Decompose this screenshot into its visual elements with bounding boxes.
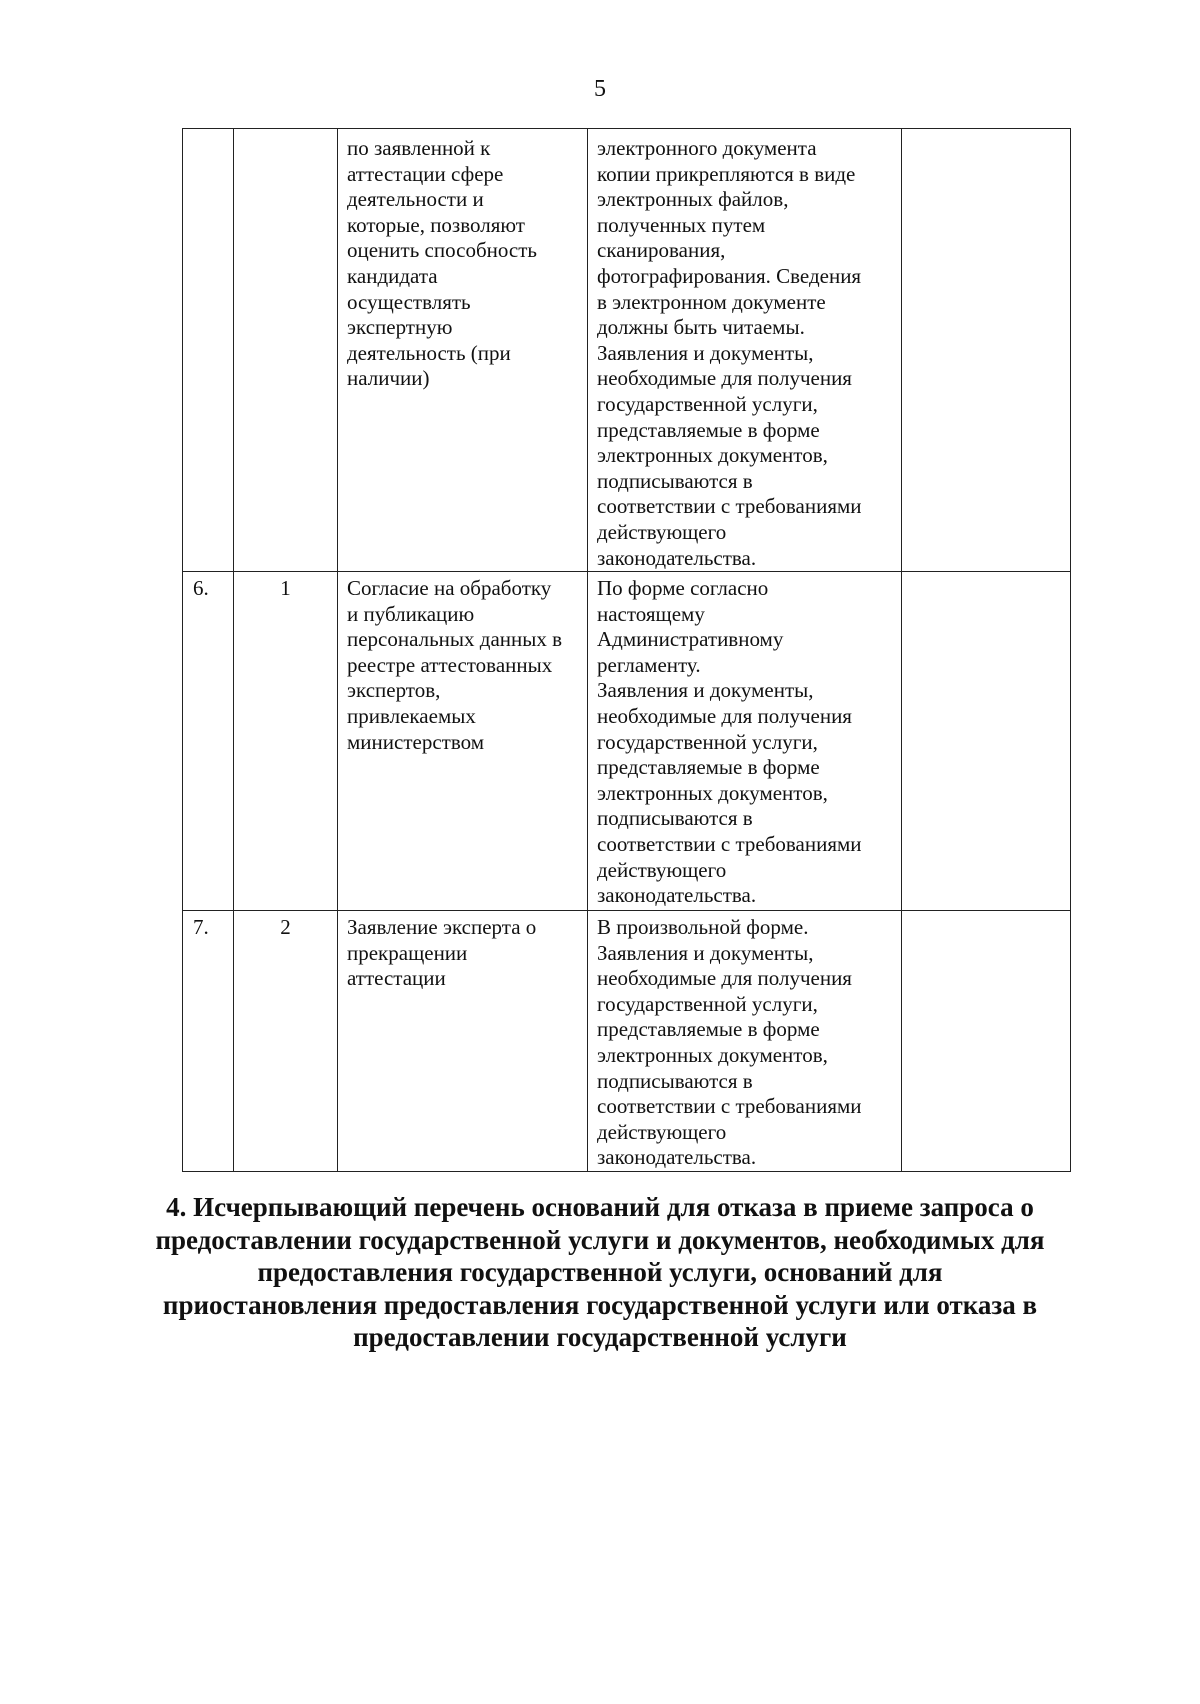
requirements-line: представляемые в форме bbox=[597, 417, 820, 442]
page-number: 5 bbox=[594, 76, 606, 102]
requirements-line: Административному bbox=[597, 627, 784, 652]
documents-table bbox=[182, 128, 1071, 1172]
document-name-line: кандидата bbox=[347, 263, 438, 288]
document-name-line: экспертов, bbox=[347, 678, 441, 703]
document-name-line: прекращении bbox=[347, 940, 468, 965]
document-name-line: привлекаемых bbox=[347, 704, 476, 729]
requirements-line: электронного документа bbox=[597, 136, 817, 160]
requirements-line: законодательства. bbox=[597, 545, 757, 570]
requirements-line: государственной услуги, bbox=[597, 391, 818, 416]
document-name-line: по заявленной к bbox=[347, 136, 491, 160]
requirements-line: представляемые в форме bbox=[597, 755, 820, 780]
requirements-line: государственной услуги, bbox=[597, 729, 818, 754]
requirements-cell bbox=[588, 911, 902, 1172]
requirements-line: законодательства. bbox=[597, 883, 757, 908]
requirements-line: соответствии с требованиями bbox=[597, 494, 862, 519]
requirements-line: сканирования, bbox=[597, 238, 726, 263]
document-name-line: аттестации сфере bbox=[347, 161, 504, 186]
document-name-line: экспертную bbox=[347, 315, 453, 340]
requirements-line: В произвольной форме. bbox=[597, 915, 809, 940]
document-name-line: реестре аттестованных bbox=[347, 652, 553, 677]
section-heading bbox=[150, 1191, 1050, 1354]
row-number-cell: 7. bbox=[183, 911, 234, 1172]
requirements-line: государственной услуги, bbox=[597, 991, 818, 1016]
document-number-cell: 2 bbox=[234, 911, 338, 1172]
requirements-line: действующего bbox=[597, 857, 727, 882]
document-name-line: наличии) bbox=[347, 366, 430, 391]
document-name-cell bbox=[338, 572, 588, 911]
document-name-cell bbox=[338, 129, 588, 572]
note-cell bbox=[902, 911, 1071, 1172]
requirements-line: представляемые в форме bbox=[597, 1017, 820, 1042]
requirements-line: подписываются в bbox=[597, 1068, 753, 1093]
document-name-line: персональных данных в bbox=[347, 627, 563, 652]
document-name-line: аттестации bbox=[347, 966, 446, 991]
requirements-line: законодательства. bbox=[597, 1145, 757, 1170]
requirements-cell bbox=[588, 572, 902, 911]
section-heading-line: предоставлении государственной услуги bbox=[353, 1322, 847, 1352]
note-cell bbox=[902, 572, 1071, 911]
document-name-line: и публикацию bbox=[347, 601, 475, 626]
requirements-line: необходимые для получения bbox=[597, 966, 852, 991]
requirements-line: электронных документов, bbox=[597, 780, 828, 805]
requirements-line: соответствии с требованиями bbox=[597, 1094, 862, 1119]
requirements-line: действующего bbox=[597, 1119, 727, 1144]
requirements-line: действующего bbox=[597, 519, 727, 544]
document-name-line: деятельность (при bbox=[347, 340, 511, 365]
document-name-line: деятельности и bbox=[347, 187, 484, 212]
requirements-line: копии прикрепляются в виде bbox=[597, 161, 856, 186]
requirements-line: настоящему bbox=[597, 601, 705, 626]
requirements-line: Заявления и документы, bbox=[597, 340, 814, 365]
note-cell bbox=[902, 129, 1071, 572]
section-heading-line: предоставления государственной услуги, оснований для bbox=[257, 1257, 943, 1287]
requirements-line: должны быть читаемы. bbox=[597, 315, 805, 340]
requirements-line: электронных файлов, bbox=[597, 187, 789, 212]
document-name-line: Заявление эксперта о bbox=[347, 915, 537, 940]
requirements-line: электронных документов, bbox=[597, 1043, 828, 1068]
row-number-cell: 6. bbox=[183, 572, 234, 911]
document-name-line: министерством bbox=[347, 729, 484, 754]
requirements-line: электронных документов, bbox=[597, 443, 828, 468]
document-name-line: которые, позволяют bbox=[347, 212, 525, 237]
table-row bbox=[183, 129, 1071, 572]
requirements-line: Заявления и документы, bbox=[597, 678, 814, 703]
requirements-line: регламенту. bbox=[597, 652, 701, 677]
requirements-line: Заявления и документы, bbox=[597, 940, 814, 965]
document-name-line: оценить способность bbox=[347, 238, 537, 263]
requirements-line: фотографирования. Сведения bbox=[597, 263, 862, 288]
document-number-cell bbox=[234, 129, 338, 572]
table-row bbox=[183, 911, 1071, 1172]
document-name-line: осуществлять bbox=[347, 289, 471, 314]
document-name-cell bbox=[338, 911, 588, 1172]
requirements-line: соответствии с требованиями bbox=[597, 832, 862, 857]
requirements-line: необходимые для получения bbox=[597, 366, 852, 391]
requirements-cell bbox=[588, 129, 902, 572]
table-row bbox=[183, 572, 1071, 911]
section-heading-line: 4. Исчерпывающий перечень оснований для отказа в приеме запроса о bbox=[166, 1192, 1034, 1222]
requirements-line: в электронном документе bbox=[597, 289, 826, 314]
section-heading-line: приостановления предоставления государственной услуги или отказа в bbox=[162, 1289, 1038, 1320]
row-number-cell bbox=[183, 129, 234, 572]
document-name-line: Согласие на обработку bbox=[347, 576, 552, 601]
requirements-line: По форме согласно bbox=[597, 576, 769, 601]
requirements-line: подписываются в bbox=[597, 806, 753, 831]
requirements-line: полученных путем bbox=[597, 212, 766, 237]
requirements-line: необходимые для получения bbox=[597, 704, 852, 729]
section-heading-line: предоставлении государственной услуги и документов, необходимых для bbox=[155, 1224, 1045, 1255]
requirements-line: подписываются в bbox=[597, 468, 753, 493]
document-number-cell: 1 bbox=[234, 572, 338, 911]
